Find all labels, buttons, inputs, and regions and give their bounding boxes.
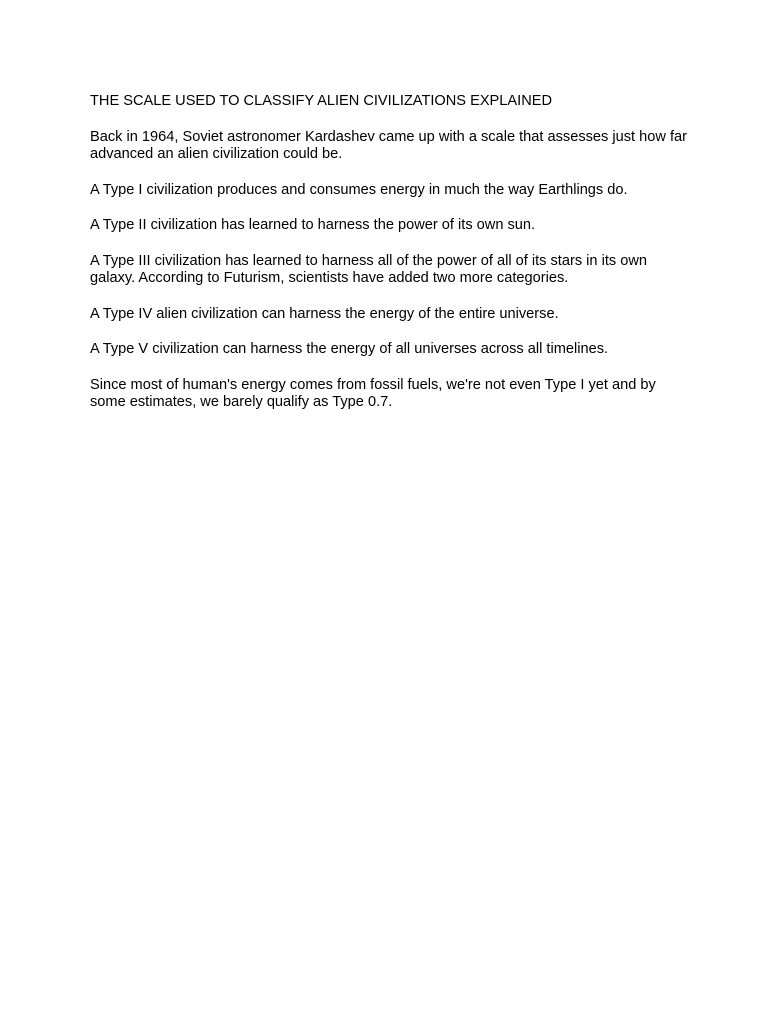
paragraph-type-5: A Type V civilization can harness the energy of all universes across all timelines.: [90, 341, 609, 357]
document-body: [90, 93, 690, 430]
paragraph-intro: Back in 1964, Soviet astronomer Kardashev came up with a scale that assesses just how far advanced an alien civilization could be.: [90, 128, 688, 162]
paragraph-type-1: A Type I civilization produces and consumes energy in much the way Earthlings do.: [90, 181, 628, 198]
paragraph-type-3: A Type III civilization has learned to harness all of the power of all of its stars in its own galaxy. According to Futurism, scientists have added two more categories.: [90, 252, 648, 286]
document-title: THE SCALE USED TO CLASSIFY ALIEN CIVILIZATIONS EXPLAINED: [90, 93, 553, 109]
paragraph-type-4: A Type IV alien civilization can harness the energy of the entire universe.: [90, 305, 559, 322]
paragraph-conclusion: Since most of human's energy comes from fossil fuels, we're not even Type I yet and by some estimates, we barely qualify as Type 0.7.: [90, 376, 656, 410]
paragraph-type-2: A Type II civilization has learned to harness the power of its own sun.: [90, 217, 536, 233]
